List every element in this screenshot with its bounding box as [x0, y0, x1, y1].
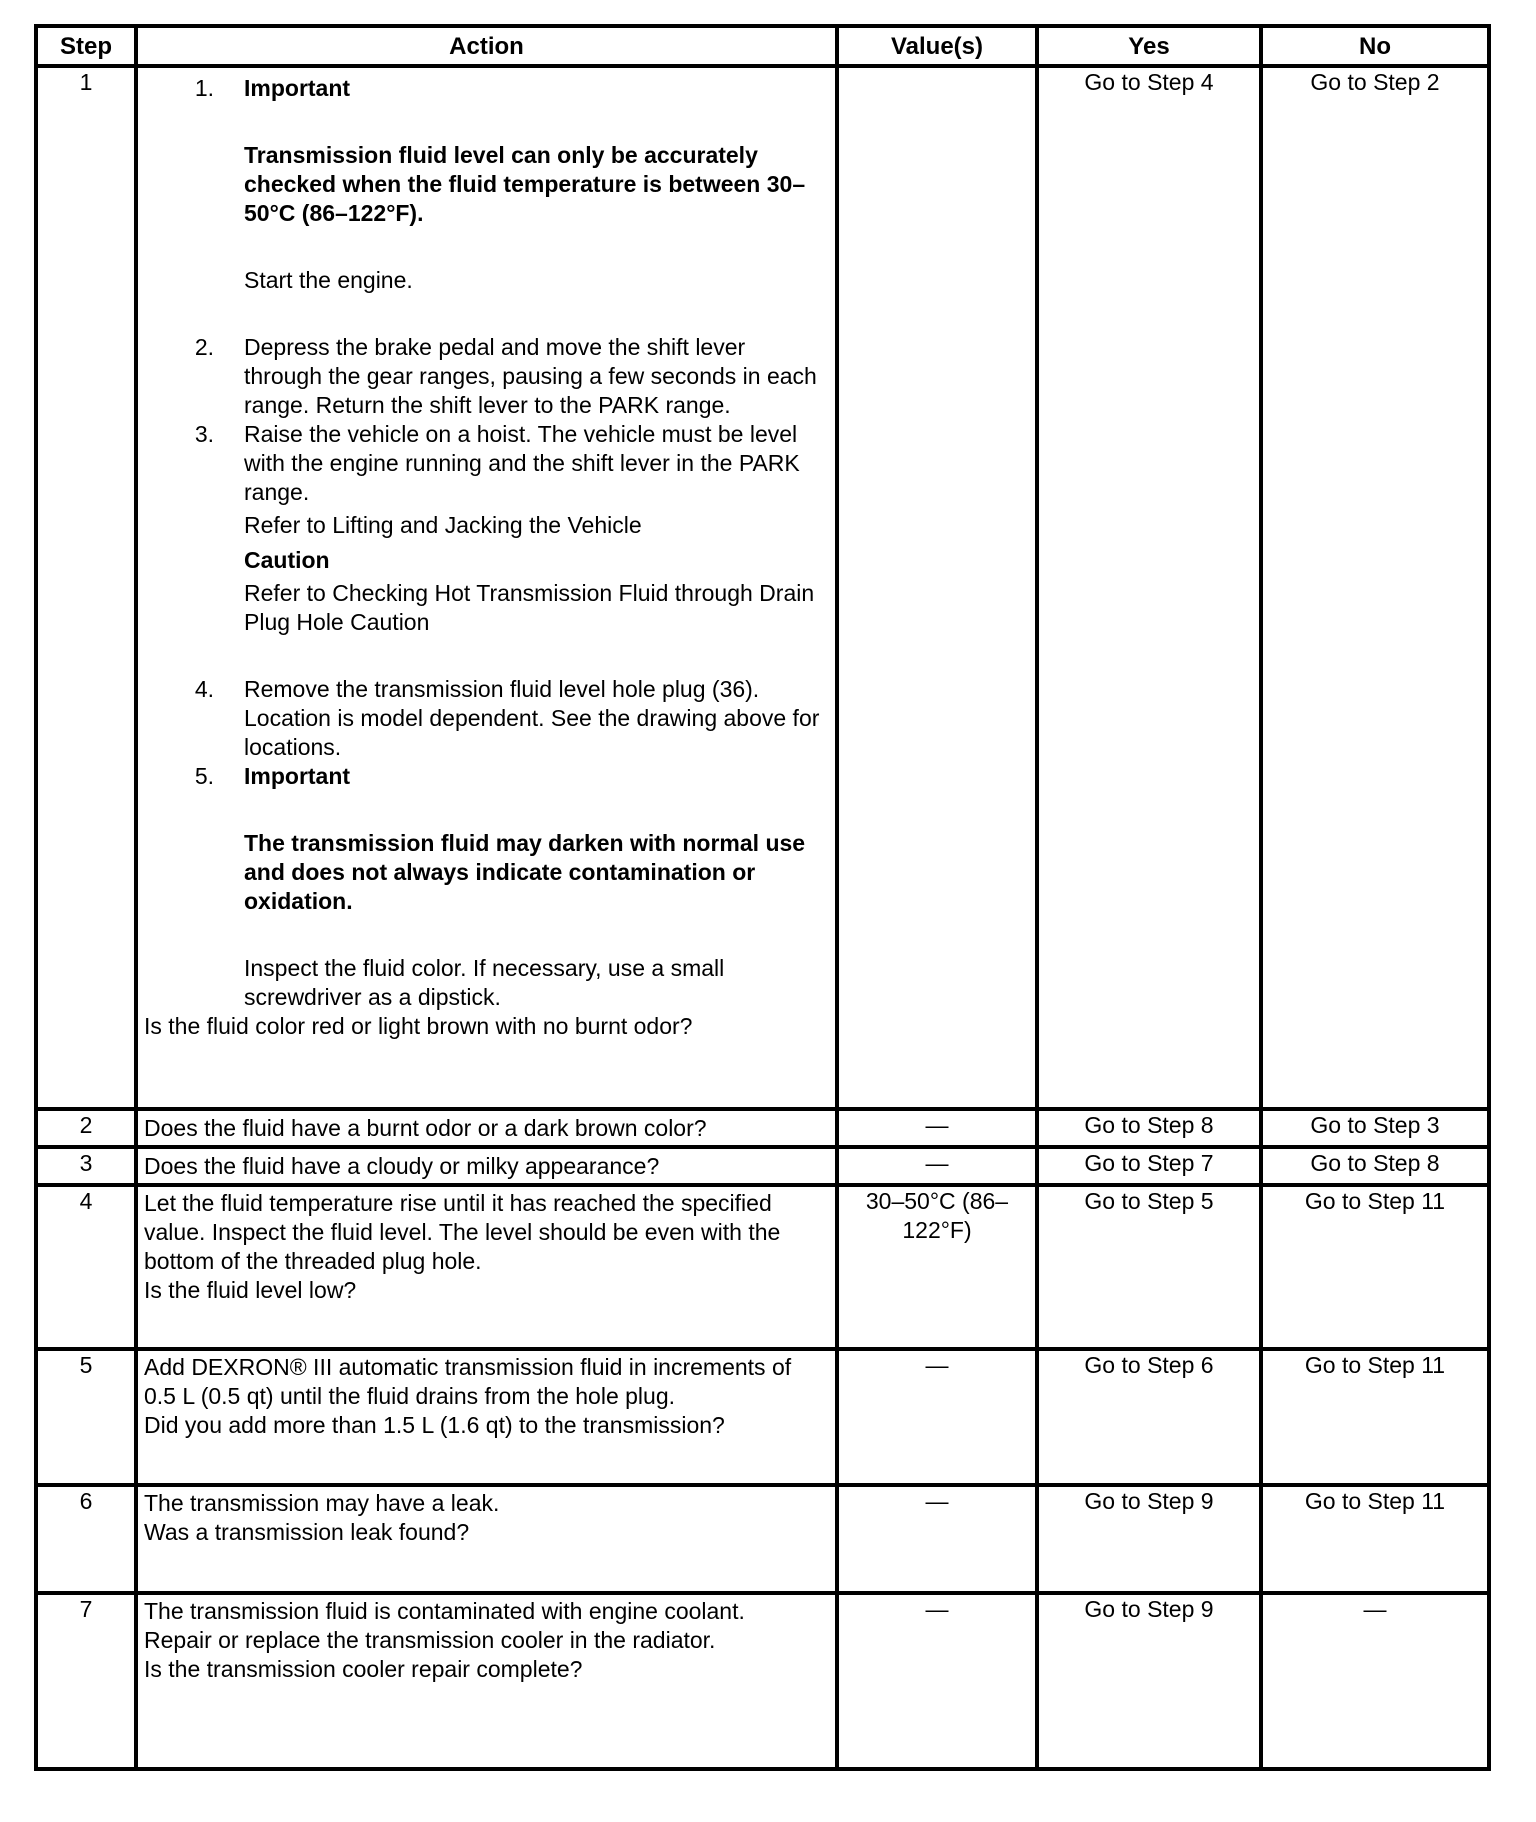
value-cell: — — [837, 1485, 1037, 1593]
value-cell: — — [837, 1349, 1037, 1485]
refer-link[interactable]: Refer to Lifting and Jacking the Vehicle — [244, 512, 642, 538]
substep-number: 1. — [194, 75, 214, 101]
question-text: Is the fluid color red or light brown with no burnt odor? — [144, 1013, 693, 1039]
no-link[interactable]: Go to Step 2 — [1310, 69, 1440, 95]
question-text: Does the fluid have a burnt odor or a dark brown color? — [144, 1114, 707, 1141]
value-cell: — — [837, 1147, 1037, 1185]
table-row — [36, 1593, 1489, 1769]
yes-link[interactable]: Go to Step 6 — [1084, 1352, 1214, 1378]
substep-number: 5. — [194, 763, 214, 789]
question-text: Does the fluid have a cloudy or milky appearance? — [144, 1152, 660, 1179]
question-text: Is the fluid level low? — [144, 1277, 357, 1303]
header-action: Action — [136, 26, 837, 66]
yes-link[interactable]: Go to Step 7 — [1084, 1150, 1214, 1176]
action-text: The transmission fluid is contaminated with engine coolant. — [144, 1598, 745, 1624]
yes-link[interactable]: Go to Step 9 — [1084, 1596, 1214, 1622]
substep-number: 4. — [194, 676, 214, 702]
no-link[interactable]: Go to Step 3 — [1310, 1112, 1440, 1138]
caution-label: Caution — [244, 547, 330, 573]
no-link[interactable]: Go to Step 8 — [1310, 1150, 1440, 1176]
value-cell — [837, 66, 1037, 1109]
question-text: Did you add more than 1.5 L (1.6 qt) to the transmission? — [144, 1412, 725, 1438]
important-note: The transmission fluid may darken with normal use and does not always indicate contamination or oxidation. — [244, 830, 806, 914]
step-number: 5 — [36, 1349, 136, 1485]
substep-number: 3. — [194, 421, 214, 447]
important-label: Important — [244, 75, 351, 101]
table-row — [36, 1185, 1489, 1349]
action-text: Add DEXRON® III automatic transmission fluid in increments of 0.5 L (0.5 qt) until the fluid drains from the hole plug. — [144, 1354, 792, 1409]
substep-text: Depress the brake pedal and move the shift lever through the gear ranges, pausing a few seconds in each range. Return the shift lever to the PARK range. — [244, 334, 817, 418]
action-text: The transmission may have a leak. — [144, 1490, 500, 1516]
no-cell: — — [1261, 1593, 1489, 1769]
step-number: 1 — [36, 66, 136, 1109]
value-cell: — — [837, 1109, 1037, 1147]
value-cell: 30–50°C (86–122°F) — [837, 1185, 1037, 1349]
header-values: Value(s) — [837, 26, 1037, 66]
important-note: Transmission fluid level can only be accurately checked when the fluid temperature is between 30–50°C (86–122°F). — [244, 142, 806, 226]
substep-text: Remove the transmission fluid level hole plug (36). Location is model dependent. See the drawing above for locations. — [244, 676, 820, 760]
substep — [138, 675, 835, 762]
action-text: Repair or replace the transmission cooler in the radiator. — [144, 1627, 716, 1653]
caution-text[interactable]: Refer to Checking Hot Transmission Fluid through Drain Plug Hole Caution — [244, 580, 815, 635]
value-cell: — — [837, 1593, 1037, 1769]
substep-text: Raise the vehicle on a hoist. The vehicle must be level with the engine running and the shift lever in the PARK range. — [244, 421, 800, 505]
yes-cell — [1037, 66, 1261, 1109]
no-link[interactable]: Go to Step 11 — [1304, 1488, 1446, 1514]
question-text: Was a transmission leak found? — [144, 1519, 470, 1545]
substep — [138, 762, 835, 1012]
no-link[interactable]: Go to Step 11 — [1304, 1352, 1446, 1378]
yes-link[interactable]: Go to Step 4 — [1084, 69, 1214, 95]
header-row — [36, 26, 1489, 66]
step-number: 7 — [36, 1593, 136, 1769]
diagnostic-table — [34, 24, 1491, 1771]
substep — [138, 333, 835, 420]
table-row — [36, 1109, 1489, 1147]
question-text: Is the transmission cooler repair complete? — [144, 1656, 583, 1682]
yes-link[interactable]: Go to Step 5 — [1084, 1188, 1214, 1214]
substep — [138, 74, 835, 295]
yes-link[interactable]: Go to Step 9 — [1084, 1488, 1214, 1514]
substep-text: Start the engine. — [244, 267, 413, 293]
no-link[interactable]: Go to Step 11 — [1304, 1188, 1446, 1214]
header-step: Step — [36, 26, 136, 66]
important-label: Important — [244, 763, 351, 789]
substep — [138, 420, 835, 637]
step-number: 2 — [36, 1109, 136, 1147]
substep-text: Inspect the fluid color. If necessary, use a small screwdriver as a dipstick. — [244, 955, 725, 1010]
table-row — [36, 1349, 1489, 1485]
header-yes: Yes — [1037, 26, 1261, 66]
header-no: No — [1261, 26, 1489, 66]
no-cell — [1261, 66, 1489, 1109]
step-number: 6 — [36, 1485, 136, 1593]
table-row — [36, 1147, 1489, 1185]
step-number: 3 — [36, 1147, 136, 1185]
table-row — [36, 1485, 1489, 1593]
yes-link[interactable]: Go to Step 8 — [1084, 1112, 1214, 1138]
action-text: Let the fluid temperature rise until it has reached the specified value. Inspect the fluid level. The level should be even with the bottom of the threaded plug hole. — [144, 1190, 781, 1274]
action-cell — [136, 66, 837, 1109]
step-number: 4 — [36, 1185, 136, 1349]
substep-number: 2. — [194, 334, 214, 360]
table-row — [36, 66, 1489, 1109]
